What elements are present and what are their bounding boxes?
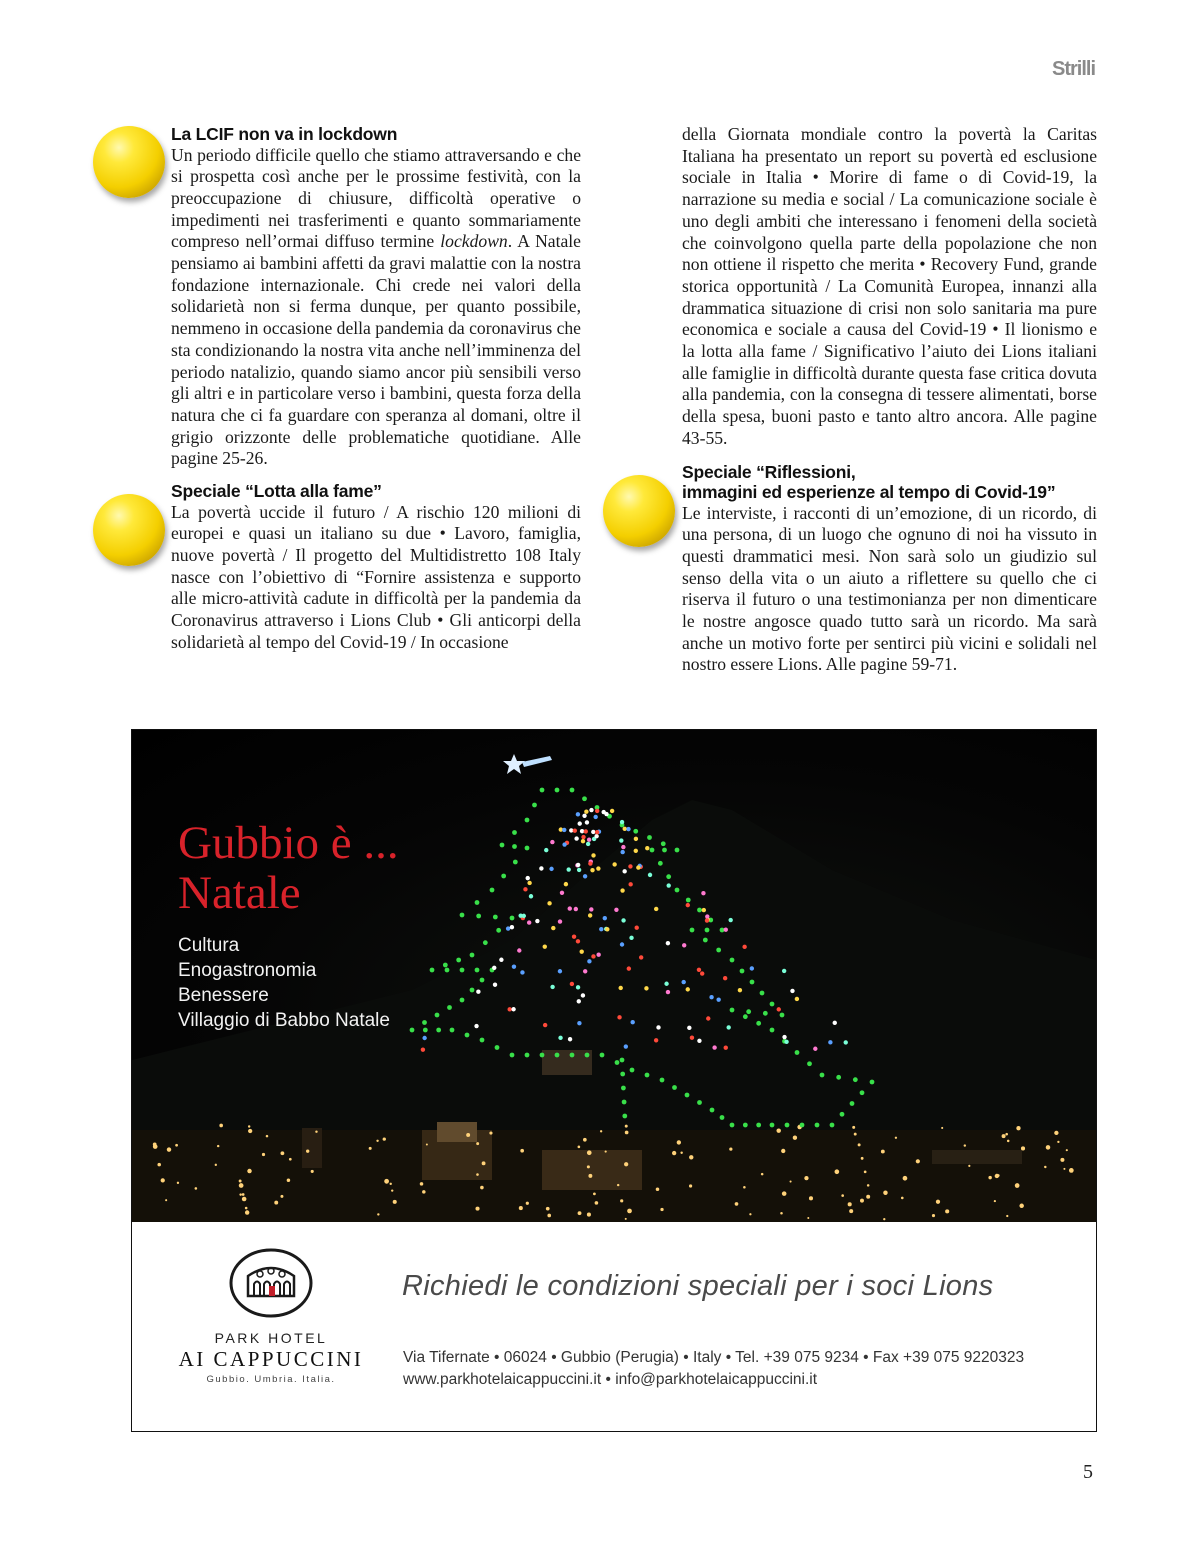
bullet-dot-lotta-fame [93,494,165,566]
logo-text-location: Gubbio. Umbria. Italia. [206,1374,336,1385]
page-number: 5 [1083,1461,1093,1483]
article-title-lotta-fame: Speciale “Lotta alla fame” [171,481,382,502]
ad-contact-info [403,1347,1024,1391]
article-body-riflessioni: Le interviste, i racconti di un’emozione, di un ricordo, di una persona, di un luogo che ognuno di noi ha vissuto in questi drammatici mesi. Non sarà solo un giudizio sul senso della vita o un aiuto a riflettere su quello che ci riserva il futuro o una testimonianza per non dimenticare le nostre angosce quado tutto sarà un ricordo. Ma sarà anche un motivo forte per sentirci più vicini e solidali nel nostro essere Lions. Alle pagine 59-71. [682,502,1097,675]
article-body-lcif: Un periodo difficile quello che stiamo attraversando e che si prospetta così anche per le prossime festività, con la preoccupazione di chiusure, difficoltà operative o impedimenti nei trasferimenti e quanto sommariamente compreso nell’ormai diffuso termine lockdown. A Natale pensiamo ai bambini affetti da gravi malattie con la nostra fondazione internazionale. Chi crede nei valori della solidarietà non si ferma dunque, per quanto possibile, nemmeno in occasione della pandemia da coronavirus che sta condizionando la nostra vita anche nell’imminenza del periodo natalizio, quando siamo ancor più sensibili verso gli altri e in particolare verso i bambini, questa forza della natura che ci fa guardare con speranza al domani, oltre il grigio orizzonte delle problematiche quotidiane. Alle pagine 25-26. [171,144,581,469]
right-column [682,124,1097,676]
ad-address: Via Tifernate • 06024 • Gubbio (Perugia) • Italy • Tel. +39 075 9234 • Fax +39 075 9220323 [403,1349,1025,1366]
ad-web-email: www.parkhotelaicappuccini.it • info@parkhotelaicappuccini.it [403,1371,818,1388]
gubbio-christmas-tree-photo [132,730,1096,1222]
hotel-emblem-icon [176,1246,366,1326]
left-column [171,124,581,653]
section-label: Strilli [1052,58,1096,80]
ad-title-line2: Natale [178,867,301,919]
hotel-logo [176,1246,366,1396]
ad-tagline: Richiedi le condizioni speciali per i soci Lions [402,1270,994,1302]
ad-features-list [178,933,390,1033]
logo-text-hotel-name: AI CAPPUCCINI [178,1347,364,1371]
ad-feature-item: Benessere [178,985,269,1006]
logo-text-park-hotel: PARK HOTEL [214,1330,328,1346]
bullet-dot-riflessioni [603,475,675,547]
hotel-advertisement [131,729,1097,1432]
article-title-lcif: La LCIF non va in lockdown [171,124,398,144]
ad-feature-item: Cultura [178,935,240,956]
ad-title-line1: Gubbio è ... [178,817,399,869]
ad-title [178,818,399,918]
bullet-dot-lcif [93,126,165,198]
article-title-riflessioni-line1: Speciale “Riflessioni, [682,461,856,482]
ad-feature-item: Enogastronomia [178,960,317,981]
article-body-lotta-fame-part1: La povertà uccide il futuro / A rischio 120 milioni di europei e quasi un italiano su due • Lavoro, famiglia, nuove povertà / Il progetto del Multidistretto 108 Italy nasce con l’obiettivo di “Fornire assistenza e supporto alle micro-attività cadute in difficoltà per la pandemia da Coronavirus attraverso i Lions Club • Gli anticorpi della solidarietà al tempo del Covid-19 / In occasione [171,501,581,652]
ad-feature-item: Villaggio di Babbo Natale [178,1010,390,1031]
article-title-riflessioni-line2: immagini ed esperienze al tempo di Covid-19” [682,482,1056,503]
article-body-lotta-fame-part2: della Giornata mondiale contro la povertà la Caritas Italiana ha presentato un report su povertà ed esclusione sociale in Italia • Morire di fame o di Covid-19, la narrazione su media e social / La comunicazione sociale è uno degli ambiti che interessano i fenomeni della società che coinvolgono quella parte della popolazione che non non ottiene il rispetto che merita • Recovery Fund, grande storica opportunità / La Comunità Europea, innanzi alla drammatica situazione di crisi non solo sanitaria ma pure economica e sociale a causa del Covid-19 • Il lionismo e la lotta alla fame / Significativo l’aiuto dei Lions italiani alle famiglie in difficoltà durante questa fase critica dovuta alla pandemia, con la consegna di tessere alimentati, borse della spesa, buoni pasto e tanto altro ancora. Alle pagine 43-55. [682,124,1097,448]
